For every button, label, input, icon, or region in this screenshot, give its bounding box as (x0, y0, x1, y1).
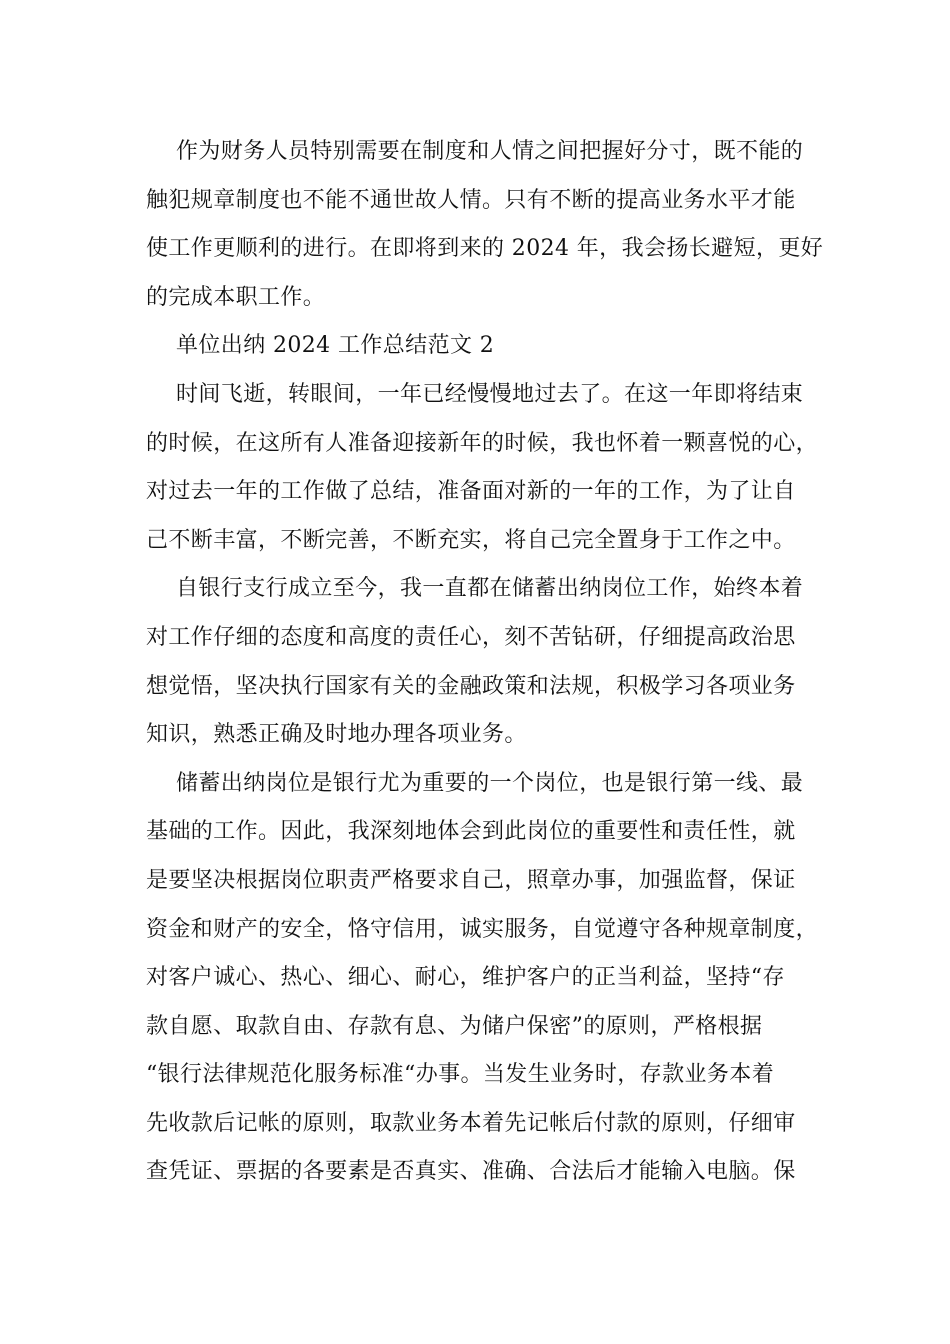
paragraph-line: 时间飞逝，转眼间，一年已经慢慢地过去了。在这一年即将结束 (176, 381, 804, 407)
paragraph-line: 自银行支行成立至今，我一直都在储蓄出纳岗位工作，始终本着 (176, 576, 804, 602)
paragraph-line: 作为财务人员特别需要在制度和人情之间把握好分寸，既不能的 (176, 139, 804, 164)
paragraph-line: 知识，熟悉正确及时地办理各项业务。 (146, 722, 527, 748)
paragraph-line: 查凭证、票据的各要素是否真实、准确、合法后才能输入电脑。保 (146, 1159, 796, 1185)
document-body (146, 128, 824, 1197)
section-heading: 单位出纳 2024 工作总结范文 2 (176, 333, 495, 359)
paragraph-line: 己不断丰富，不断完善，不断充实，将自己完全置身于工作之中。 (146, 527, 796, 553)
paragraph-line: 是要坚决根据岗位职责严格要求自己，照章办事，加强监督，保证 (146, 867, 796, 893)
paragraph-line: 想觉悟，坚决执行国家有关的金融政策和法规，积极学习各项业务 (146, 673, 796, 699)
paragraph-line: 的时候，在这所有人准备迎接新年的时候，我也怀着一颗喜悦的心， (146, 430, 819, 456)
paragraph-line: 的完成本职工作。 (146, 284, 326, 310)
paragraph-line: 基础的工作。因此，我深刻地体会到此岗位的重要性和责任性，就 (146, 819, 796, 845)
paragraph-line: 对客户诚心、热心、细心、耐心，维护客户的正当利益，坚持“存 (146, 965, 785, 991)
paragraph-line: 使工作更顺利的进行。在即将到来的 2024 年，我会扬长避短，更好 (146, 236, 824, 262)
paragraph-line: 资金和财产的安全，恪守信用，诚实服务，自觉遵守各种规章制度， (146, 916, 819, 942)
paragraph-line: “银行法律规范化服务标准“办事。当发生业务时，存款业务本着 (146, 1062, 775, 1088)
paragraph-line: 对工作仔细的态度和高度的责任心，刻不苦钻研，仔细提高政治思 (146, 624, 796, 650)
paragraph-line: 款自愿、取款自由、存款有息、为储户保密”的原则，严格根据 (146, 1013, 763, 1039)
paragraph-line: 储蓄出纳岗位是银行尤为重要的一个岗位，也是银行第一线、最 (176, 770, 804, 796)
paragraph-line: 触犯规章制度也不能不通世故人情。只有不断的提高业务水平才能 (146, 187, 796, 213)
paragraph-line: 先收款后记帐的原则，取款业务本着先记帐后付款的原则，仔细审 (146, 1110, 796, 1136)
paragraph-line: 对过去一年的工作做了总结，准备面对新的一年的工作，为了让自 (146, 479, 796, 505)
